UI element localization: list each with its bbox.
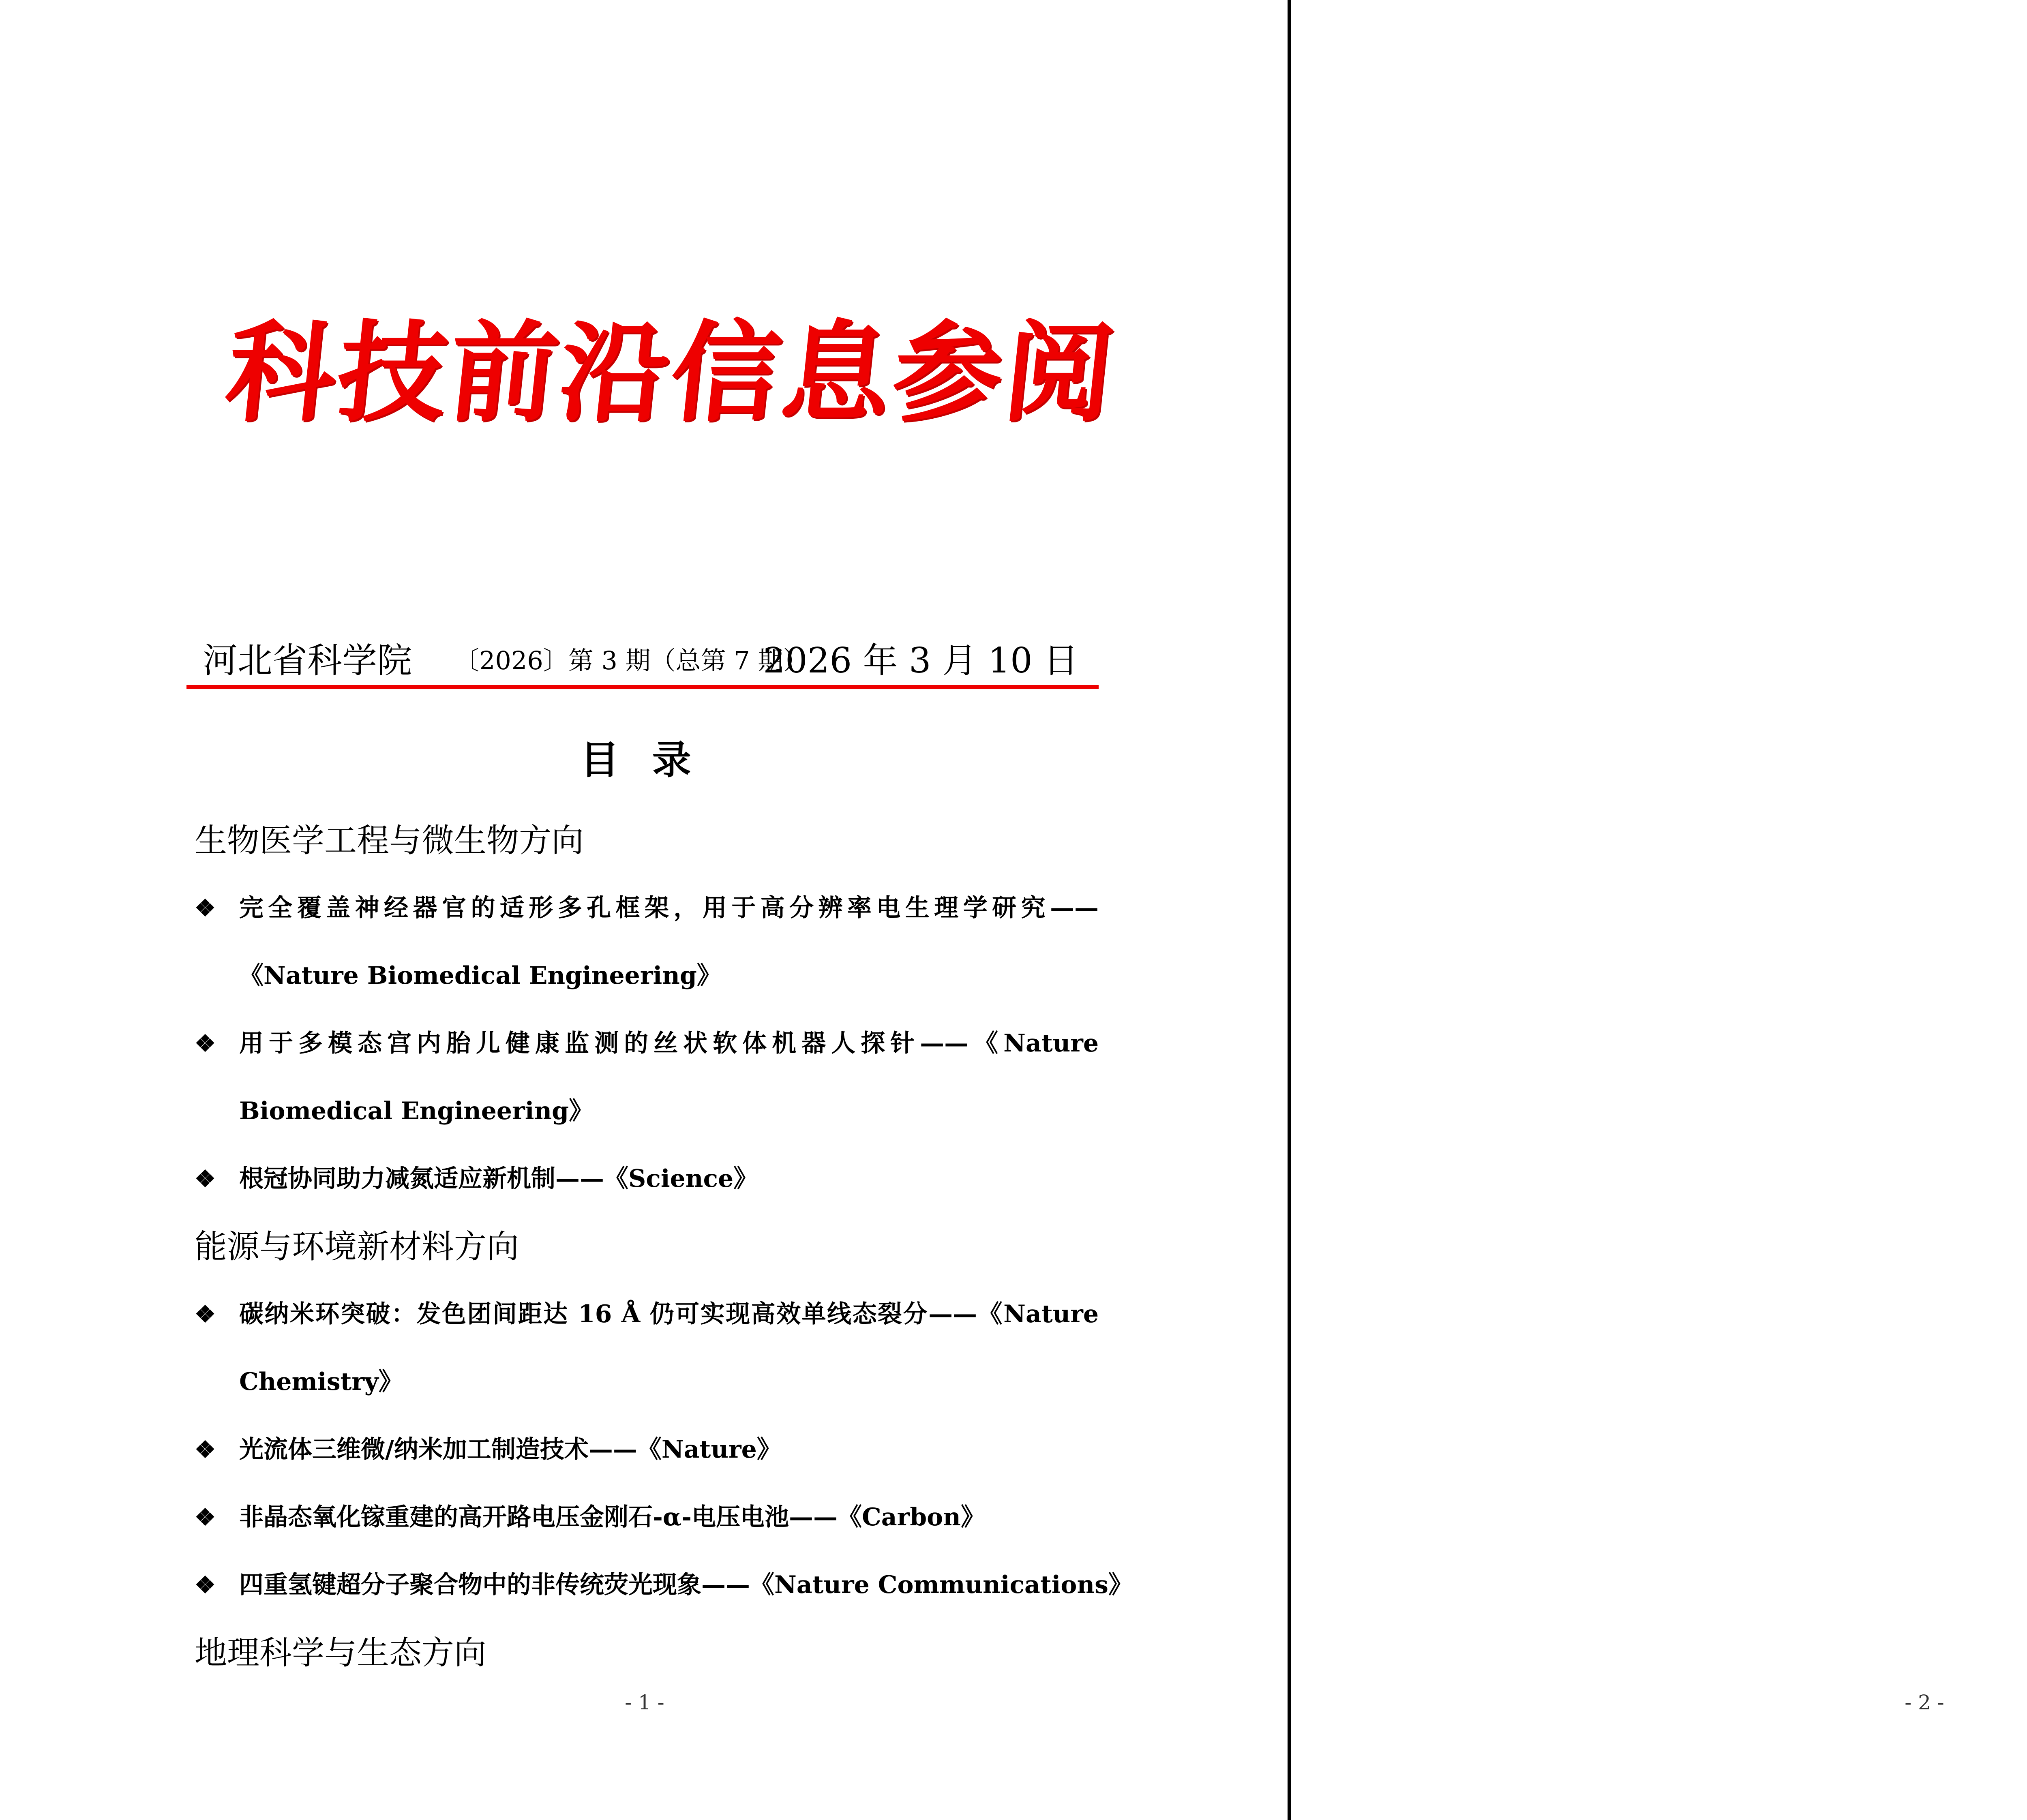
publisher-org: 河北省科学院 <box>203 640 412 681</box>
toc-entry-title: 碳纳米环突破：发色团间距达 16 Å 仍可实现高效单线态裂分——《Nature <box>239 1300 1099 1328</box>
page-divider <box>1288 0 1291 1820</box>
toc-entry[interactable] <box>195 1145 1099 1213</box>
toc-entry-title: 非晶态氧化镓重建的高开路电压金刚石-α-电压电池——《Carbon》 <box>239 1503 985 1531</box>
toc-entry[interactable] <box>195 1551 1133 1619</box>
toc-entry[interactable] <box>195 1416 1099 1484</box>
toc-entry-title: 完全覆盖神经器官的适形多孔框架，用于高分辨率电生理学研究—— <box>239 894 1099 922</box>
toc-list <box>195 807 1133 1687</box>
page-number: - 1 - <box>625 1691 664 1714</box>
toc-title: 目 录 <box>580 737 701 783</box>
masthead-info-line <box>195 636 1095 685</box>
toc-section-heading: 生物医学工程与微生物方向 <box>195 822 584 859</box>
toc-entry-journal: Biomedical Engineering》 <box>239 1097 594 1125</box>
page-2 <box>1291 0 2027 1820</box>
diamond-bullet-icon: ❖ <box>195 1165 216 1193</box>
diamond-bullet-icon: ❖ <box>195 1571 216 1599</box>
diamond-bullet-icon: ❖ <box>195 894 216 922</box>
toc-entry-journal: Chemistry》 <box>239 1368 403 1396</box>
page-number: - 2 - <box>1905 1691 1944 1714</box>
toc-entry[interactable] <box>195 874 1099 1010</box>
masthead-title: 科技前沿信息参阅 <box>220 309 1123 437</box>
toc-entry-title: 光流体三维微/纳米加工制造技术——《Nature》 <box>239 1435 781 1464</box>
issue-number: 〔2026〕第 3 期（总第 7 期） <box>454 646 808 675</box>
red-divider-rule <box>186 685 1099 689</box>
toc-section-heading: 地理科学与生态方向 <box>195 1634 486 1672</box>
toc-entry[interactable] <box>195 1280 1099 1416</box>
diamond-bullet-icon: ❖ <box>195 1300 216 1328</box>
toc-section-heading: 能源与环境新材料方向 <box>195 1228 519 1265</box>
toc-entry[interactable] <box>195 1484 1099 1551</box>
toc-entry-title: 根冠协同助力减氮适应新机制——《Science》 <box>239 1165 758 1193</box>
publish-date: 2026 年 3 月 10 日 <box>763 640 1078 681</box>
diamond-bullet-icon: ❖ <box>195 1030 216 1057</box>
toc-entry[interactable] <box>195 1010 1099 1145</box>
diamond-bullet-icon: ❖ <box>195 1503 216 1531</box>
toc-entry-title: 用于多模态宫内胎儿健康监测的丝状软体机器人探针——《Nature <box>239 1029 1099 1058</box>
toc-entry-journal: 《Nature Biomedical Engineering》 <box>239 961 721 990</box>
diamond-bullet-icon: ❖ <box>195 1436 216 1463</box>
toc-entry-title: 四重氢键超分子聚合物中的非传统荧光现象——《Nature Communications》 <box>239 1571 1133 1599</box>
